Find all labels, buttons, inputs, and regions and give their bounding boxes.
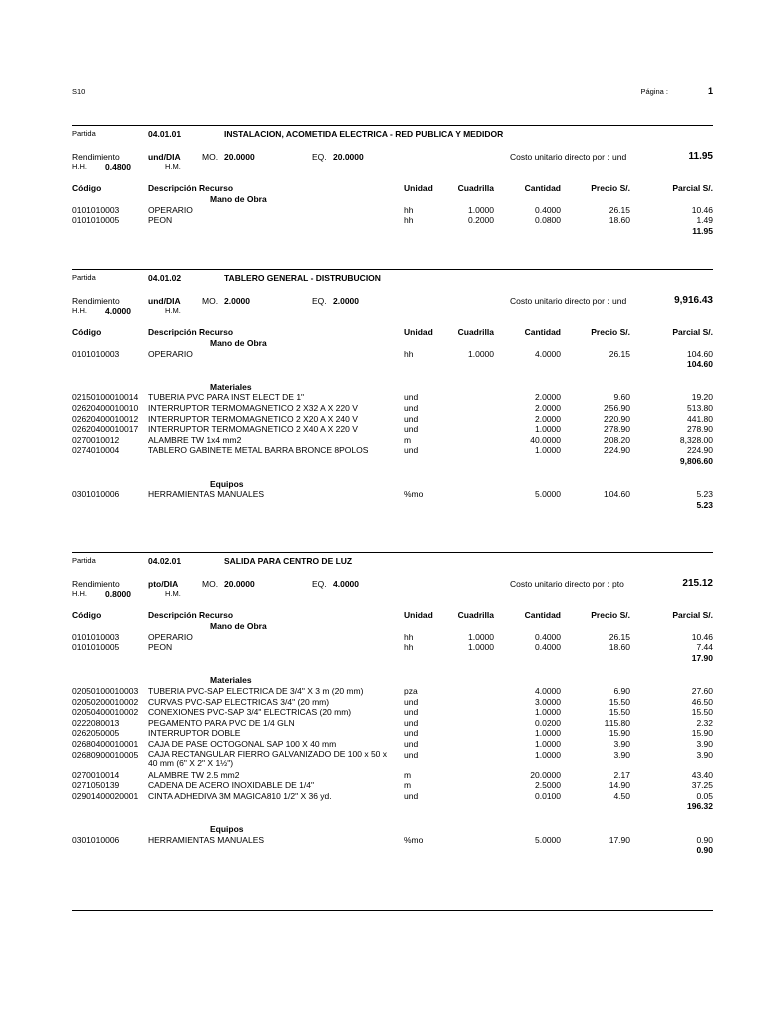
group-name: Mano de Obra	[210, 621, 267, 631]
item-unit: m	[404, 769, 412, 780]
item-unit: und	[404, 728, 419, 739]
item-precio: 26.15	[608, 204, 630, 215]
item-code: 02050400010002	[72, 707, 139, 718]
spacer	[72, 284, 713, 296]
item-precio: 3.90	[613, 738, 630, 749]
page-header	[72, 87, 713, 99]
table-row	[72, 349, 713, 360]
item-parcial: 278.90	[687, 424, 713, 435]
page-number: 1	[707, 86, 713, 96]
col-descripcion: Descripción Recurso	[148, 327, 234, 337]
item-parcial: 15.50	[691, 707, 713, 718]
spacer	[72, 812, 713, 824]
item-code: 0101010003	[72, 631, 120, 642]
mo-label: MO.	[202, 579, 219, 589]
column-headers	[72, 182, 713, 194]
group-subtotal-row	[72, 653, 713, 664]
group-subtotal: 5.23	[696, 499, 713, 510]
partida-section	[72, 555, 713, 856]
item-unit: hh	[404, 215, 414, 226]
item-code: 02680400010001	[72, 738, 139, 749]
hm-label: H.M.	[165, 306, 181, 315]
col-descripcion: Descripción Recurso	[148, 183, 234, 193]
item-description: TUBERIA PVC-SAP ELECTRICA DE 3/4" X 3 m (20 mm)	[148, 685, 364, 696]
rendimiento-unit: und/DIA	[148, 152, 181, 162]
group-header	[72, 338, 713, 349]
partida-code: 04.01.02	[148, 273, 182, 283]
item-parcial: 46.50	[691, 696, 713, 707]
item-parcial: 224.90	[687, 445, 713, 456]
item-description: OPERARIO	[148, 631, 193, 642]
item-cantidad: 1.0000	[535, 738, 561, 749]
mo-value: 20.0000	[224, 152, 255, 162]
col-descripcion: Descripción Recurso	[148, 610, 234, 620]
table-row	[72, 424, 713, 435]
group-header	[72, 675, 713, 686]
item-description: ALAMBRE TW 1x4 mm2	[148, 434, 242, 445]
item-code: 02901400020001	[72, 790, 139, 801]
item-parcial: 27.60	[691, 685, 713, 696]
item-code: 02050100010003	[72, 685, 139, 696]
spacer	[72, 467, 713, 479]
col-codigo: Código	[72, 327, 102, 337]
item-precio: 26.15	[608, 631, 630, 642]
item-description: TABLERO GABINETE METAL BARRA BRONCE 8POLOS	[148, 445, 369, 456]
table-row	[72, 392, 713, 403]
item-code: 02620400010012	[72, 413, 139, 424]
col-cuadrilla: Cuadrilla	[457, 610, 494, 620]
item-cantidad: 4.0000	[535, 685, 561, 696]
item-parcial: 37.25	[691, 780, 713, 791]
col-cantidad: Cantidad	[524, 327, 561, 337]
table-row	[72, 780, 713, 791]
item-cantidad: 1.0000	[535, 445, 561, 456]
table-row	[72, 739, 713, 750]
col-unidad: Unidad	[404, 610, 433, 620]
spacer	[72, 140, 713, 152]
table-row	[72, 686, 713, 697]
item-description: INTERRUPTOR TERMOMAGNETICO 2 X20 A X 240 V	[148, 413, 358, 424]
rendimiento-unit: pto/DIA	[148, 579, 179, 589]
eq-value: 2.0000	[333, 296, 359, 306]
col-cuadrilla: Cuadrilla	[457, 183, 494, 193]
item-unit: und	[404, 402, 419, 413]
table-row	[72, 835, 713, 846]
cost-label: Costo unitario directo por : und	[510, 296, 627, 306]
mo-label: MO.	[202, 152, 219, 162]
rendimiento-label: Rendimiento	[72, 152, 120, 162]
item-parcial: 8,328.00	[679, 434, 713, 445]
item-cantidad: 5.0000	[535, 834, 561, 845]
hh-label: H.H.	[72, 306, 87, 315]
table-row	[72, 770, 713, 781]
item-parcial: 15.90	[691, 728, 713, 739]
item-unit: und	[404, 445, 419, 456]
group-subtotal-row	[72, 845, 713, 856]
item-unit: %mo	[404, 834, 424, 845]
group-subtotal: 9,806.60	[679, 455, 713, 466]
item-code: 0270010014	[72, 769, 120, 780]
table-row	[72, 632, 713, 643]
item-unit: und	[404, 696, 419, 707]
item-code: 02150100010014	[72, 392, 139, 403]
group-name: Mano de Obra	[210, 194, 267, 204]
item-parcial: 10.46	[691, 204, 713, 215]
item-code: 02050200010002	[72, 696, 139, 707]
hm-label: H.M.	[165, 589, 181, 598]
item-precio: 256.90	[604, 402, 630, 413]
item-code: 0301010006	[72, 834, 120, 845]
col-codigo: Código	[72, 183, 102, 193]
item-description: HERRAMIENTAS MANUALES	[148, 489, 265, 500]
group-subtotal: 104.60	[687, 359, 713, 370]
item-code: 0101010005	[72, 642, 120, 653]
cost-label: Costo unitario directo por : pto	[510, 579, 624, 589]
col-unidad: Unidad	[404, 327, 433, 337]
partida-code: 04.02.01	[148, 556, 182, 566]
hh-label: H.H.	[72, 589, 87, 598]
item-precio: 3.90	[613, 749, 630, 760]
item-unit: und	[404, 707, 419, 718]
item-description: PEGAMENTO PARA PVC DE 1/4 GLN	[148, 717, 295, 728]
table-row	[72, 707, 713, 718]
group-subtotal-row	[72, 456, 713, 467]
group-header	[72, 621, 713, 632]
partida-row	[72, 128, 713, 140]
hh-label: H.H.	[72, 162, 87, 171]
item-code: 02620400010017	[72, 424, 139, 435]
partida-section	[72, 128, 713, 236]
item-parcial: 1.49	[696, 215, 713, 226]
item-parcial: 5.23	[696, 489, 713, 500]
section-separator	[72, 552, 713, 553]
item-parcial: 2.32	[696, 717, 713, 728]
column-headers	[72, 326, 713, 338]
hm-label: H.M.	[165, 162, 181, 171]
eq-label: EQ.	[312, 152, 327, 162]
item-cuadrilla: 1.0000	[468, 631, 494, 642]
page-label: Página :	[640, 87, 668, 96]
item-precio: 2.17	[613, 769, 630, 780]
group-name: Equipos	[210, 478, 244, 489]
item-unit: und	[404, 790, 419, 801]
eq-value: 20.0000	[333, 152, 364, 162]
group-subtotal: 0.90	[696, 845, 713, 856]
col-precio: Precio S/.	[591, 327, 630, 337]
spacer	[72, 174, 713, 182]
col-codigo: Código	[72, 610, 102, 620]
table-row	[72, 489, 713, 500]
item-cantidad: 0.0800	[535, 215, 561, 226]
item-cuadrilla: 1.0000	[468, 348, 494, 359]
item-code: 0101010003	[72, 348, 120, 359]
item-precio: 9.60	[613, 392, 630, 403]
item-parcial: 10.46	[691, 631, 713, 642]
item-precio: 224.90	[604, 445, 630, 456]
hh-value: 4.0000	[105, 306, 131, 316]
item-code: 0101010005	[72, 215, 120, 226]
eq-value: 4.0000	[333, 579, 359, 589]
section-separator	[72, 125, 713, 126]
item-parcial: 7.44	[696, 642, 713, 653]
item-description: PEON	[148, 215, 173, 226]
rendimiento-block	[72, 152, 713, 174]
item-cantidad: 40.0000	[530, 434, 561, 445]
item-description: TUBERIA PVC PARA INST ELECT DE 1"	[148, 392, 305, 403]
item-cantidad: 2.0000	[535, 413, 561, 424]
item-cantidad: 1.0000	[535, 728, 561, 739]
item-precio: 18.60	[608, 215, 630, 226]
item-precio: 208.20	[604, 434, 630, 445]
cost-value: 215.12	[682, 578, 713, 589]
item-description: OPERARIO	[148, 348, 193, 359]
item-precio: 15.50	[608, 696, 630, 707]
document-page	[72, 0, 713, 1024]
item-precio: 18.60	[608, 642, 630, 653]
item-unit: pza	[404, 685, 418, 696]
item-unit: und	[404, 413, 419, 424]
table-row	[72, 435, 713, 446]
item-description: INTERRUPTOR TERMOMAGNETICO 2 X40 A X 220 V	[148, 424, 358, 435]
partida-label: Partida	[72, 129, 96, 138]
item-description: CAJA RECTANGULAR FIERRO GALVANIZADO DE 100 x 50 x 40 mm (6" X 2" X 1½")	[148, 748, 388, 769]
column-headers	[72, 609, 713, 621]
item-parcial: 3.90	[696, 749, 713, 760]
item-unit: und	[404, 424, 419, 435]
item-cuadrilla: 0.2000	[468, 215, 494, 226]
item-cantidad: 1.0000	[535, 749, 561, 760]
item-description: CURVAS PVC-SAP ELECTRICAS 3/4" (20 mm)	[148, 696, 330, 707]
item-unit: %mo	[404, 489, 424, 500]
item-precio: 15.50	[608, 707, 630, 718]
mo-label: MO.	[202, 296, 219, 306]
rendimiento-unit: und/DIA	[148, 296, 181, 306]
group-subtotal: 196.32	[687, 801, 713, 812]
item-description: ALAMBRE TW 2.5 mm2	[148, 769, 240, 780]
item-description: OPERARIO	[148, 204, 193, 215]
item-unit: hh	[404, 631, 414, 642]
table-row	[72, 445, 713, 456]
spacer	[72, 601, 713, 609]
bottom-separator	[72, 910, 713, 911]
item-description: INTERRUPTOR DOBLE	[148, 728, 241, 739]
item-parcial: 0.90	[696, 834, 713, 845]
item-precio: 220.90	[604, 413, 630, 424]
item-unit: m	[404, 434, 412, 445]
col-cantidad: Cantidad	[524, 610, 561, 620]
item-precio: 17.90	[608, 834, 630, 845]
group-subtotal-row	[72, 500, 713, 511]
item-cantidad: 0.4000	[535, 204, 561, 215]
group-name: Materiales	[210, 381, 252, 392]
hh-value: 0.4800	[105, 162, 131, 172]
table-row	[72, 728, 713, 739]
item-precio: 15.90	[608, 728, 630, 739]
group-name: Materiales	[210, 675, 252, 686]
item-code: 0101010003	[72, 204, 120, 215]
table-row	[72, 215, 713, 226]
spacer	[72, 567, 713, 579]
partida-label: Partida	[72, 273, 96, 282]
group-subtotal: 11.95	[692, 225, 713, 236]
item-code: 0271050139	[72, 780, 120, 791]
group-subtotal-row	[72, 801, 713, 812]
item-code: 02620400010010	[72, 402, 139, 413]
col-cantidad: Cantidad	[524, 183, 561, 193]
item-precio: 26.15	[608, 348, 630, 359]
rendimiento-block	[72, 296, 713, 318]
group-subtotal: 17.90	[691, 652, 713, 663]
item-cantidad: 5.0000	[535, 489, 561, 500]
item-code: 0262050005	[72, 728, 120, 739]
item-cantidad: 1.0000	[535, 707, 561, 718]
spacer	[72, 318, 713, 326]
item-precio: 6.90	[613, 685, 630, 696]
group-header	[72, 382, 713, 393]
table-row	[72, 697, 713, 708]
item-cantidad: 0.4000	[535, 631, 561, 642]
item-code: 0270010012	[72, 434, 120, 445]
cost-value: 11.95	[688, 151, 713, 162]
col-parcial: Parcial S/.	[672, 183, 713, 193]
item-cantidad: 2.0000	[535, 402, 561, 413]
item-cuadrilla: 1.0000	[468, 204, 494, 215]
mo-value: 2.0000	[224, 296, 250, 306]
item-parcial: 3.90	[696, 738, 713, 749]
item-cantidad: 2.0000	[535, 392, 561, 403]
col-cuadrilla: Cuadrilla	[457, 327, 494, 337]
item-precio: 14.90	[608, 780, 630, 791]
table-row	[72, 414, 713, 425]
item-parcial: 441.80	[687, 413, 713, 424]
item-cantidad: 0.0200	[535, 717, 561, 728]
col-precio: Precio S/.	[591, 610, 630, 620]
item-code: 0274010004	[72, 445, 120, 456]
item-description: CONEXIONES PVC-SAP 3/4" ELECTRICAS (20 mm)	[148, 707, 352, 718]
partida-label: Partida	[72, 556, 96, 565]
item-cantidad: 3.0000	[535, 696, 561, 707]
eq-label: EQ.	[312, 296, 327, 306]
item-unit: hh	[404, 348, 414, 359]
item-parcial: 513.80	[687, 402, 713, 413]
item-unit: hh	[404, 204, 414, 215]
item-precio: 115.80	[604, 717, 630, 728]
item-description: HERRAMIENTAS MANUALES	[148, 834, 265, 845]
col-precio: Precio S/.	[591, 183, 630, 193]
item-precio: 104.60	[604, 489, 630, 500]
item-cantidad: 20.0000	[530, 769, 561, 780]
partida-section	[72, 272, 713, 510]
partida-title: TABLERO GENERAL - DISTRUBUCION	[224, 273, 381, 283]
partida-code: 04.01.01	[148, 129, 182, 139]
item-code: 02680900010005	[72, 749, 139, 760]
item-code: 0301010006	[72, 489, 120, 500]
item-cuadrilla: 1.0000	[468, 642, 494, 653]
rendimiento-label: Rendimiento	[72, 579, 120, 589]
cost-label: Costo unitario directo por : und	[510, 152, 627, 162]
table-row	[72, 791, 713, 802]
group-subtotal-row	[72, 359, 713, 370]
partida-row	[72, 272, 713, 284]
eq-label: EQ.	[312, 579, 327, 589]
table-row	[72, 205, 713, 216]
item-description: PEON	[148, 642, 173, 653]
item-cantidad: 0.4000	[535, 642, 561, 653]
spacer	[72, 370, 713, 382]
item-unit: und	[404, 749, 419, 760]
rendimiento-block	[72, 579, 713, 601]
item-cantidad: 4.0000	[535, 348, 561, 359]
item-unit: m	[404, 780, 412, 791]
hh-value: 0.8000	[105, 589, 131, 599]
item-parcial: 104.60	[687, 348, 713, 359]
item-cantidad: 0.0100	[535, 790, 561, 801]
item-unit: und	[404, 392, 419, 403]
item-unit: und	[404, 738, 419, 749]
item-cantidad: 2.5000	[535, 780, 561, 791]
item-precio: 278.90	[604, 424, 630, 435]
group-name: Mano de Obra	[210, 338, 267, 348]
item-cantidad: 1.0000	[535, 424, 561, 435]
item-code: 0222080013	[72, 717, 120, 728]
col-unidad: Unidad	[404, 183, 433, 193]
spacer	[72, 663, 713, 675]
section-separator	[72, 269, 713, 270]
item-description: CADENA DE ACERO INOXIDABLE DE 1/4"	[148, 780, 314, 791]
table-row	[72, 642, 713, 653]
item-description: CAJA DE PASE OCTOGONAL SAP 100 X 40 mm	[148, 738, 337, 749]
group-header	[72, 824, 713, 835]
rendimiento-label: Rendimiento	[72, 296, 120, 306]
group-header	[72, 194, 713, 205]
col-parcial: Parcial S/.	[672, 610, 713, 620]
item-parcial: 0.05	[696, 790, 713, 801]
cost-value: 9,916.43	[674, 295, 713, 306]
group-subtotal-row	[72, 226, 713, 237]
table-row	[72, 403, 713, 414]
partida-title: SALIDA PARA CENTRO DE LUZ	[224, 556, 353, 566]
item-unit: und	[404, 717, 419, 728]
item-parcial: 43.40	[691, 769, 713, 780]
table-row	[72, 750, 713, 770]
group-name: Equipos	[210, 823, 244, 834]
table-row	[72, 718, 713, 729]
report-code: S10	[72, 87, 86, 96]
col-parcial: Parcial S/.	[672, 327, 713, 337]
item-description: INTERRUPTOR TERMOMAGNETICO 2 X32 A X 220 V	[148, 402, 358, 413]
item-precio: 4.50	[613, 790, 630, 801]
group-header	[72, 479, 713, 490]
item-description: CINTA ADHEDIVA 3M MAGICA810 1/2" X 36 yd.	[148, 790, 332, 801]
partida-row	[72, 555, 713, 567]
item-unit: hh	[404, 642, 414, 653]
mo-value: 20.0000	[224, 579, 255, 589]
item-parcial: 19.20	[691, 392, 713, 403]
partida-title: INSTALACION, ACOMETIDA ELECTRICA - RED PUBLICA Y MEDIDOR	[224, 129, 504, 139]
